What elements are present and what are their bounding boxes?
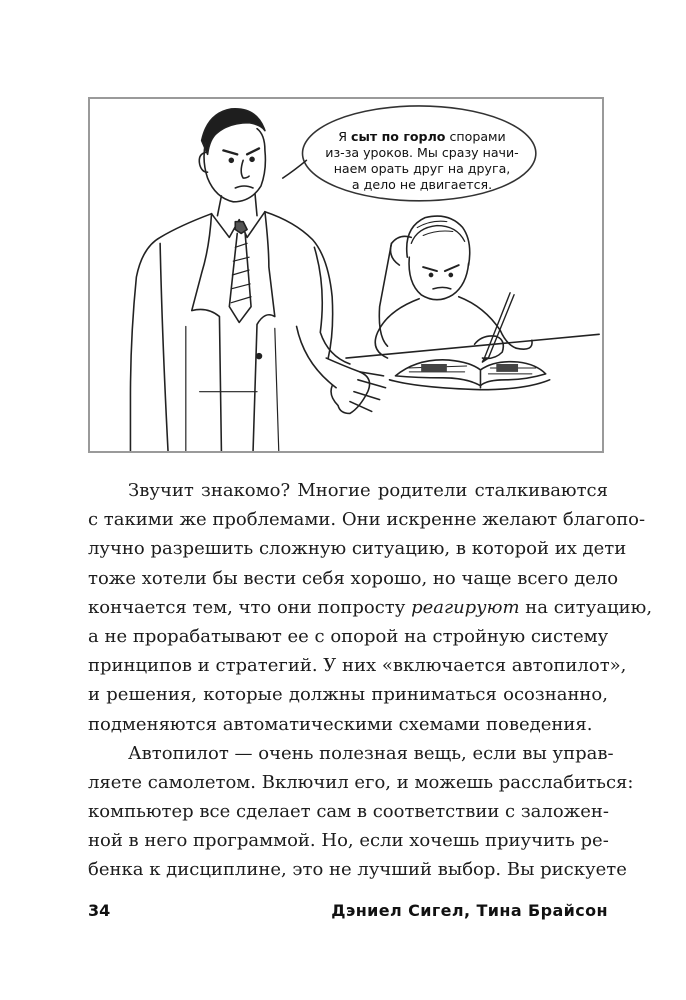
text-line: Автопилот — очень полезная вещь, если вы управ- [128, 742, 614, 764]
speech-bubble-text [322, 129, 522, 193]
text-line: лучно разрешить сложную ситуацию, в которой их дети [88, 538, 627, 560]
notebook [390, 360, 550, 390]
text-line: ляете самолетом. Включил его, и можешь расслабиться: [88, 771, 634, 793]
text-line: а не прорабатывают ее с опорой на стройную систему [88, 625, 609, 647]
text-line: и решения, которые должны приниматься осознанно, [88, 684, 608, 706]
page-number: 34 [88, 901, 111, 920]
text-line: ной в него программой. Но, если хочешь приучить ре- [88, 830, 609, 852]
paragraph-1 [88, 476, 653, 739]
boy-figure [375, 216, 532, 362]
text-line: бенка к дисциплине, это не лучший выбор. Вы рискуете [88, 859, 627, 881]
speech-emphasis: сыт по горло [351, 129, 446, 144]
text-line: Звучит знакомо? Многие родители сталкиваются [128, 480, 608, 501]
speech-line-2: из-за уроков. Мы сразу начи- [325, 145, 519, 160]
speech-line-1: Я сыт по горло спорами [338, 129, 506, 144]
italic-emphasis: реагируют [411, 596, 520, 618]
body-text [88, 476, 653, 885]
table-edge [346, 334, 599, 358]
cartoon-illustration [88, 97, 604, 453]
text-line: компьютер все сделает сам в соответствии с заложен- [88, 801, 609, 823]
book-authors: Дэниел Сигел, Тина Брайсон [331, 901, 608, 920]
speech-bubble-tail [283, 160, 307, 178]
text-line: кончается тем, что они попросту реагируют на ситуацию, [88, 596, 653, 618]
text-line: подменяются автоматическими схемами поведения. [88, 713, 593, 735]
speech-line-4: а дело не двигается. [351, 177, 493, 192]
text-line: с такими же проблемами. Они искренне желают благопо- [88, 509, 646, 531]
text-line: тоже хотели бы вести себя хорошо, но чаще всего дело [88, 567, 619, 589]
speech-line-3: наем орать друг на друга, [333, 161, 511, 176]
text-line: принципов и стратегий. У них «включается автопилот», [88, 655, 627, 677]
page-footer [88, 901, 608, 925]
paragraph-2 [88, 739, 634, 885]
